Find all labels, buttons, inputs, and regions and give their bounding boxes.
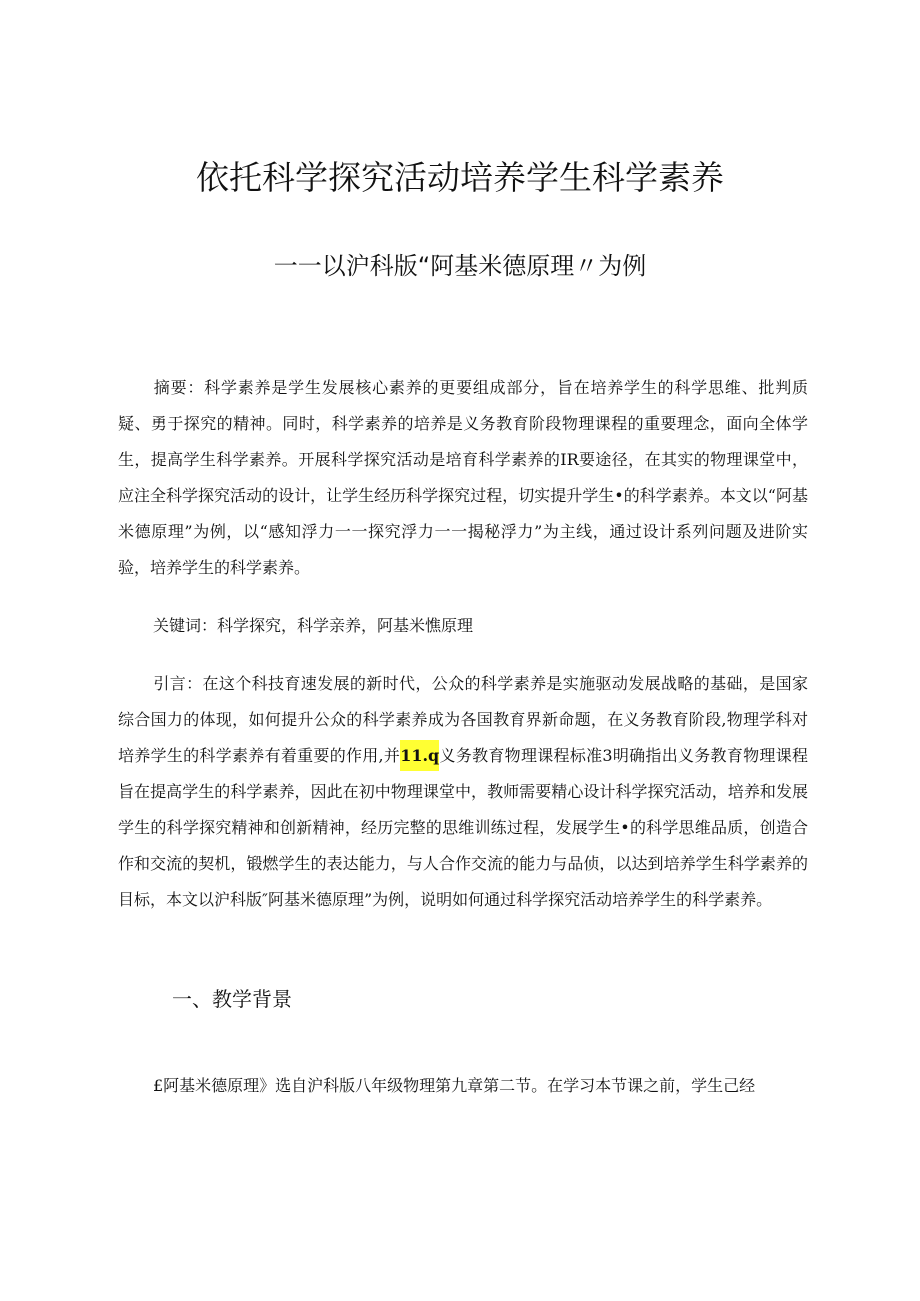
section-heading: 一、教学背景 (172, 987, 292, 1011)
intro-text-before: 引言：在这个科技育速发展的新时代，公众的科学素养是实施驱动发展战略的基础，是国家综合国力的体现，如何提升公众的科学素养成为各国教育界新命题，在义务教育阶段,物理学科对培养学生的科学素养有着重要的作用,并 (118, 674, 808, 765)
keywords-text: 关键词：科学探究，科学亲养，阿基米憔原理 (153, 616, 474, 635)
document-subtitle: 一一以沪科版“阿基米德原理〃为例 (273, 252, 647, 280)
keywords-paragraph (118, 608, 808, 644)
highlighted-text: 11.q (400, 740, 439, 771)
background-paragraph (118, 1068, 808, 1104)
abstract-text: 摘要：科学素养是学生发展核心素养的更要组成部分，旨在培养学生的科学思维、批判质疑、勇于探究的精神。同时，科学素养的培养是义务教育阶段物理课程的重要理念，面向全体学生，提高学生科学素养。开展科学探究活动是培育科学素养的IR要途径，在其实的物理课堂中，应注全科学探究活动的设计，让学生经历科学探究过程，切实提升学生•的科学素养。本文以“阿基米德原理”为例，以“感知浮力一一探究浮力一一揭秘浮力”为主线，通过设计系列问题及进阶实验，培养学生的科学素养。 (118, 378, 808, 577)
intro-text-after: 义务教育物理课程标准3明确指出义务教育物理课程旨在提高学生的科学素养，因此在初中物理课堂中，教师需要精心设计科学探究活动，培养和发展学生的科学探究精神和创新精神，经历完整的思维训练过程，发展学生•的科学思维品质，创造合作和交流的契机，锻燃学生的表达能力，与人合作交流的能力与品侦，以达到培养学生科学素养的目标，本文以沪科版″阿基米德原理”为例，说明如何通过科学探究活动培养学生的科学素养。 (118, 746, 808, 909)
abstract-paragraph (118, 370, 808, 586)
background-text: £阿基米德原理》选自沪科版八年级物理第九章第二节。在学习本节课之前，学生己经 (153, 1076, 756, 1095)
intro-paragraph (118, 666, 808, 918)
document-title: 依托科学探究活动培养学生科学素养 (196, 158, 724, 197)
